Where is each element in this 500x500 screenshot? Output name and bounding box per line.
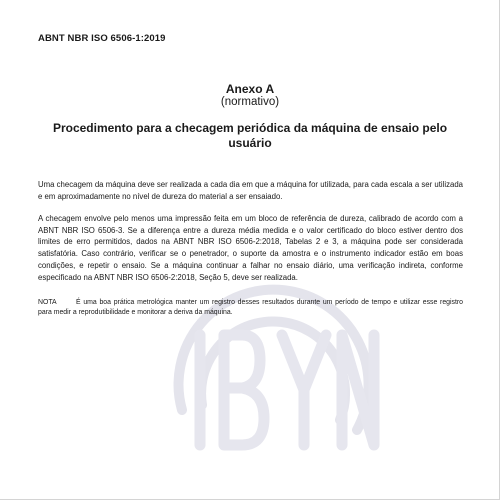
note-label: NOTA: [38, 299, 57, 306]
section-title: Procedimento para a checagem periódica da máquina de ensaio pelo usuário: [52, 121, 448, 150]
note: [38, 298, 463, 319]
annex-type: (normativo): [220, 96, 280, 108]
paragraph: A checagem envolve pelo menos uma impressão feita em um bloco de referência de dureza, calibrado de acordo com a ABNT NBR ISO 6506-3. Se a diferença entre a dureza média medida e o valor certificado do bloco estiver dentro dos limites de erro permitidos, dados na ABNT NBR ISO 6506-2:2018, Tabelas 2 e 3, a máquina pode ser considerada satisfatória. Caso contrário, verificar se o penetrador, o suporte da amostra e o instrumento indicador estão em boas condições, e repetir o ensaio. Se a máquina continuar a falhar no ensaio diário, uma verificação indireta, conforme especificado na ABNT NBR ISO 6506-2:2018, Seção 5, deve ser realizada.: [38, 214, 463, 282]
paragraph: Uma checagem da máquina deve ser realizada a cada dia em que a máquina for utilizada, para cada escala a ser utilizada e em aproximadamente no nível de dureza do material a ser ensaiado.: [38, 180, 463, 201]
note-text: É uma boa prática metrológica manter um registro desses resultados durante um período de tempo e utilizar esse registro para medir a reprodutibilidade e monitorar a deriva da máquina.: [38, 299, 463, 317]
annex-title: Anexo A: [225, 82, 275, 96]
standard-reference: ABNT NBR ISO 6506-1:2019: [38, 33, 166, 44]
